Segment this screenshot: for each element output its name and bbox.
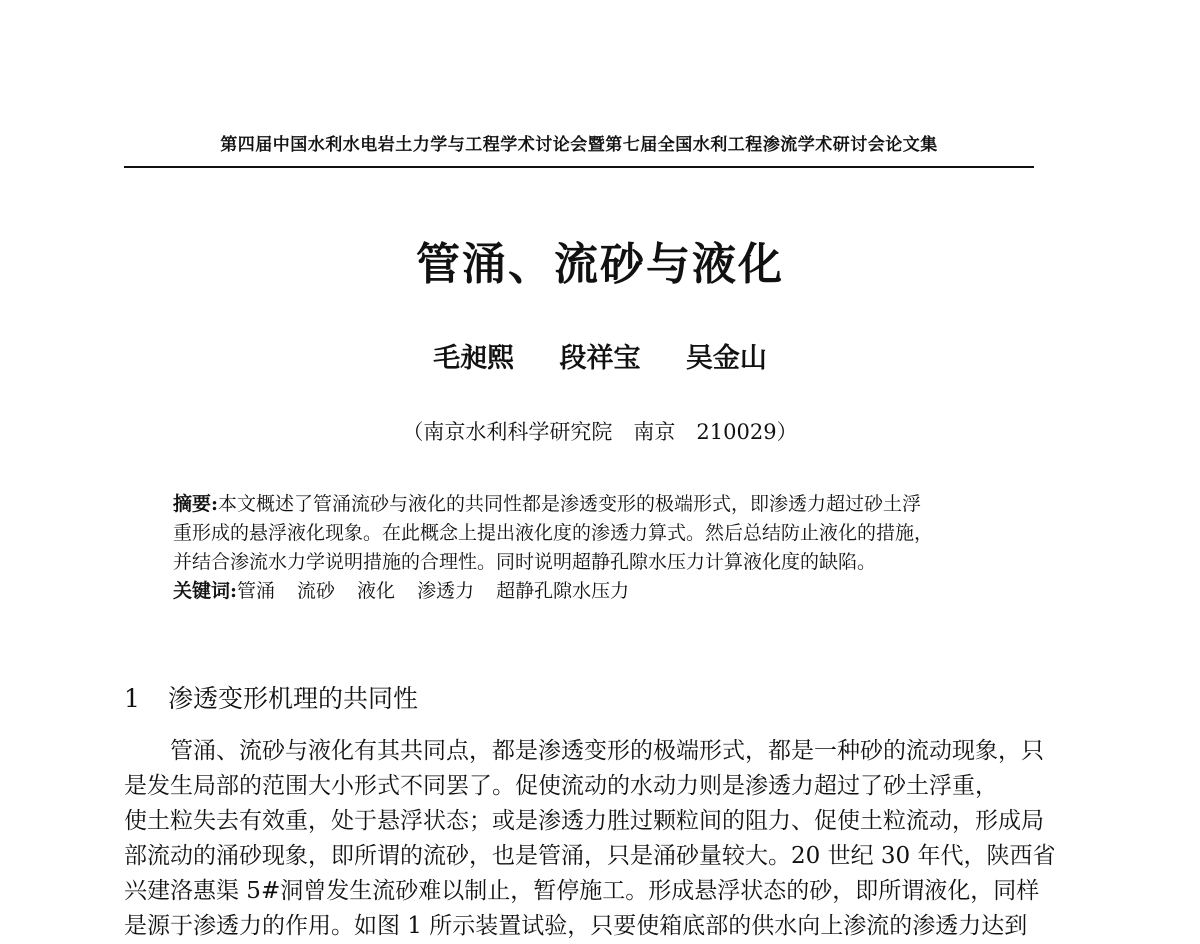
- keyword: 流砂: [297, 580, 336, 602]
- abstract-line: 并结合渗流水力学说明措施的合理性。同时说明超静孔隙水压力计算液化度的缺陷。: [173, 551, 877, 573]
- author-name: 毛昶熙: [433, 343, 515, 374]
- abstract-line: [173, 490, 1033, 519]
- body-line: 兴建洛惠渠 5#洞曾发生流砂难以制止，暂停施工。形成悬浮状态的砂，即所谓液化，同样: [124, 878, 1040, 904]
- abstract-line: 重形成的悬浮液化现象。在此概念上提出液化度的渗透力算式。然后总结防止液化的措施，: [173, 522, 934, 544]
- author-name: 吴金山: [685, 343, 767, 374]
- body-line: 使土粒失去有效重，处于悬浮状态；或是渗透力胜过颗粒间的阻力、促使土粒流动，形成局: [124, 808, 1044, 834]
- section-heading: [124, 679, 1034, 715]
- keyword: 液化: [357, 580, 396, 602]
- body-text: [124, 734, 1064, 944]
- keywords: [173, 577, 1033, 606]
- body-line: 是发生局部的范围大小形式不同罢了。促使流动的水动力则是渗透力超过了砂土浮重，: [124, 773, 998, 799]
- keyword: 管涌: [237, 580, 276, 602]
- header-rule: [124, 166, 1034, 168]
- author-list: [0, 336, 1200, 375]
- keyword: 渗透力: [417, 580, 475, 602]
- affiliation: （南京水利科学研究院 南京 210029）: [402, 420, 798, 444]
- abstract-text: 本文概述了管涌流砂与液化的共同性都是渗透变形的极端形式，即渗透力超过砂土浮: [218, 493, 922, 515]
- abstract-label: 摘要:: [173, 493, 219, 515]
- running-header: 第四届中国水利水电岩土力学与工程学术讨论会暨第七届全国水利工程渗流学术研讨会论文集: [220, 135, 938, 155]
- body-line: 是源于渗透力的作用。如图 1 所示装置试验，只要使箱底部的供水向上渗流的渗透力达到: [124, 913, 1028, 939]
- author-name: 段祥宝: [559, 343, 641, 374]
- body-line: 管涌、流砂与液化有其共同点，都是渗透变形的极端形式，都是一种砂的流动现象，只: [170, 738, 1044, 764]
- abstract: [173, 490, 1033, 606]
- keywords-label: 关键词:: [173, 580, 238, 602]
- paper-title: 管涌、流砂与液化: [416, 239, 784, 290]
- keyword: 超静孔隙水压力: [496, 580, 630, 602]
- section-number: 1: [124, 684, 140, 713]
- body-line: 部流动的涌砂现象，即所谓的流砂，也是管涌，只是涌砂量较大。20 世纪 30 年代，陕西省: [124, 843, 1056, 869]
- section-title: 渗透变形机理的共同性: [168, 684, 419, 713]
